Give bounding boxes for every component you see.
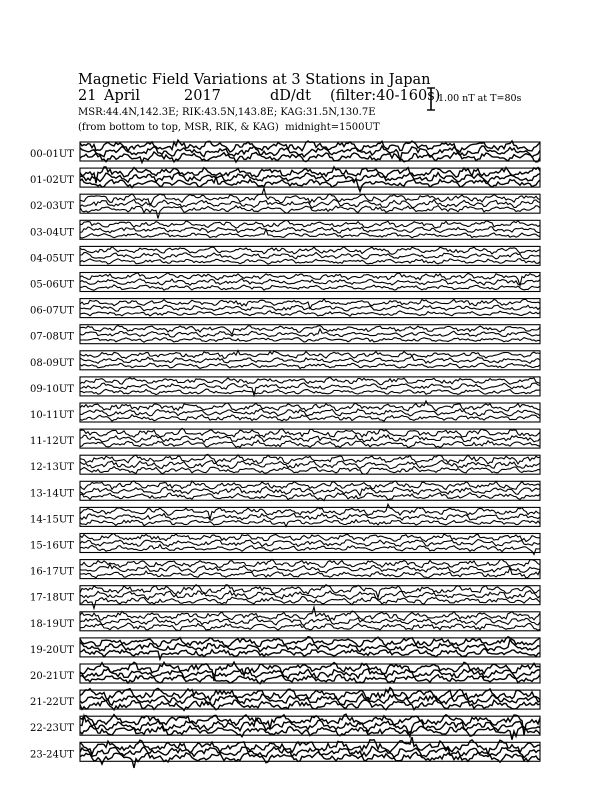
order-note: (from bottom to top, MSR, RIK, & KAG) — [78, 122, 279, 133]
date-year: 2017 — [184, 88, 221, 104]
row-label: 15-16UT — [30, 540, 74, 552]
trace-rik — [80, 383, 540, 396]
trace-msr — [80, 338, 540, 343]
trace-rik — [80, 617, 540, 626]
row-label: 20-21UT — [30, 671, 74, 682]
row-label: 17-18UT — [30, 592, 74, 604]
scale-bar-label: 1.00 nT at T=80s — [438, 93, 522, 104]
row-label: 12-13UT — [30, 462, 74, 474]
component-label: dD/dt — [270, 88, 311, 104]
trace-msr — [80, 440, 540, 447]
row-label: 23-24UT — [30, 749, 74, 761]
hour-row — [30, 534, 540, 555]
hour-row — [30, 688, 540, 711]
trace-rik — [80, 540, 540, 547]
trace-rik — [80, 279, 540, 286]
hour-row — [30, 607, 540, 631]
trace-kag — [80, 220, 540, 228]
trace-kag — [80, 247, 540, 255]
trace-rik — [80, 460, 540, 468]
trace-kag — [80, 688, 540, 701]
hour-row — [30, 714, 540, 740]
trace-rik — [80, 435, 540, 442]
hour-row — [30, 140, 540, 162]
trace-kag — [80, 428, 540, 437]
trace-msr — [80, 752, 540, 768]
row-label: 21-22UT — [30, 697, 74, 709]
trace-rik — [80, 513, 540, 520]
row-label: 09-10UT — [30, 383, 74, 395]
hour-row — [30, 428, 540, 448]
row-label: 00-01UT — [30, 149, 74, 160]
trace-msr — [80, 285, 540, 291]
trace-rik — [80, 356, 540, 363]
trace-rik — [80, 253, 540, 260]
trace-msr — [80, 649, 540, 660]
hour-row — [30, 481, 540, 501]
row-label: 11-12UT — [30, 436, 74, 448]
hour-row — [30, 662, 540, 684]
trace-rik — [80, 409, 540, 416]
trace-msr — [80, 466, 540, 474]
hour-row — [30, 401, 540, 422]
trace-msr — [80, 177, 540, 192]
hour-row — [30, 737, 540, 768]
row-label: 02-03UT — [30, 201, 74, 213]
trace-kag — [80, 377, 540, 385]
trace-kag — [80, 607, 540, 620]
trace-kag — [80, 188, 540, 206]
trace-rik — [80, 227, 540, 233]
row-label: 18-19UT — [30, 618, 74, 630]
hour-row — [30, 559, 540, 578]
midnight-note: midnight=1500UT — [285, 122, 380, 133]
trace-msr — [80, 206, 540, 219]
row-frame — [80, 690, 540, 709]
hour-row — [30, 351, 540, 370]
trace-msr — [80, 674, 540, 683]
hour-row — [30, 188, 540, 218]
trace-msr — [80, 493, 540, 501]
trace-kag — [80, 401, 540, 411]
trace-msr — [80, 311, 540, 317]
row-label: 06-07UT — [30, 305, 74, 317]
row-label: 10-11UT — [30, 410, 74, 421]
row-label: 04-05UT — [30, 253, 74, 265]
filter-label: (filter:40-160s) — [330, 88, 441, 104]
row-label: 13-14UT — [30, 488, 74, 500]
hour-row — [30, 273, 540, 292]
trace-kag — [80, 351, 540, 359]
trace-msr — [80, 259, 540, 264]
trace-msr — [80, 519, 540, 526]
trace-kag — [80, 481, 540, 490]
row-label: 03-04UT — [30, 227, 74, 239]
row-label: 01-02UT — [30, 175, 74, 187]
hour-row — [30, 454, 540, 474]
chart-title: Magnetic Field Variations at 3 Stations in Japan — [78, 72, 431, 88]
date-month: April — [104, 88, 140, 104]
row-label: 14-15UT — [30, 514, 74, 526]
station-coordinates: MSR:44.4N,142.3E; RIK:43.5N,143.8E; KAG:31.5N,130.7E — [78, 107, 376, 118]
hour-row — [30, 377, 540, 396]
trace-msr — [80, 623, 540, 630]
hour-row — [30, 299, 540, 318]
hour-row — [30, 637, 540, 659]
trace-msr — [80, 389, 540, 394]
hour-row — [30, 220, 540, 239]
row-label: 19-20UT — [30, 644, 74, 656]
hour-row — [30, 167, 540, 192]
row-label: 16-17UT — [30, 566, 74, 578]
row-label: 07-08UT — [30, 331, 74, 343]
hour-row — [30, 325, 540, 344]
hour-row — [30, 504, 540, 526]
hour-row — [30, 246, 540, 265]
trace-kag — [80, 737, 540, 754]
trace-kag — [80, 299, 540, 309]
row-label: 08-09UT — [30, 357, 74, 369]
row-label: 22-23UT — [30, 723, 74, 735]
hour-row — [30, 585, 540, 609]
date-day: 21 — [78, 88, 97, 104]
trace-rik — [80, 639, 540, 651]
trace-msr — [80, 363, 540, 368]
row-label: 05-06UT — [30, 279, 74, 291]
